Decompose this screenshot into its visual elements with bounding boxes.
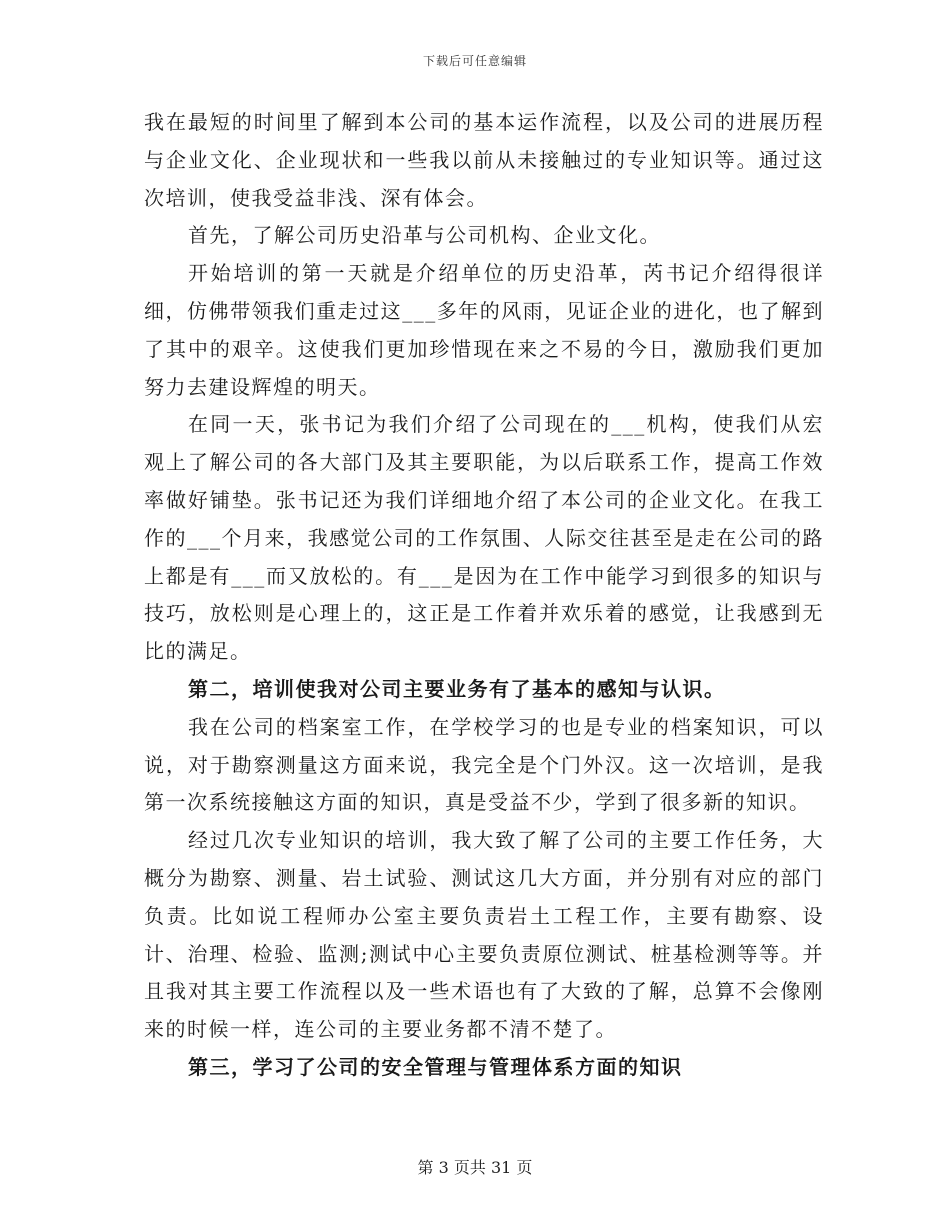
page-number-footer: 第 3 页共 31 页: [417, 1158, 533, 1177]
paragraph-archive-work: 我在公司的档案室工作，在学校学习的也是专业的档案知识，可以说，对于勘察测量这方面来说，我完全是个门外汉。这一次培训，是我第一次系统接触这方面的知识，真是受益不少，学到了很多新的知识。: [144, 714, 824, 815]
paragraph-organization: 在同一天，张书记为我们介绍了公司现在的___机构，使我们从宏观上了解公司的各大部门及其主要职能，为以后联系工作，提高工作效率做好铺垫。张书记还为我们详细地介绍了本公司的企业文化。在我工作的___个月来，我感觉公司的工作氛围、人际交往甚至是走在公司的路上都是有___而又放松的。有___是因为在工作中能学习到很多的知识与技巧，放松则是心理上的，这正是工作着并欢乐着的感觉，让我感到无比的满足。: [144, 412, 824, 664]
paragraph-history: 开始培训的第一天就是介绍单位的历史沿革，芮书记介绍得很详细，仿佛带领我们重走过这___多年的风雨，见证企业的进化，也了解到了其中的艰辛。这使我们更加珍惜现在来之不易的今日，激励我们更加努力去建设辉煌的明天。: [144, 261, 824, 399]
page-header: 下载后可任意编辑: [422, 54, 527, 68]
paragraph-first-point: 首先，了解公司历史沿革与公司机构、企业文化。: [188, 223, 661, 248]
section-heading-third: 第三，学习了公司的安全管理与管理体系方面的知识: [188, 1054, 683, 1079]
paragraph-business: 经过几次专业知识的培训，我大致了解了公司的主要工作任务，大概分为勘察、测量、岩土试验、测试这几大方面，并分别有对应的部门负责。比如说工程师办公室主要负责岩土工程工作，主要有勘察、设计、治理、检验、监测;测试中心主要负责原位测试、桩基检测等等。并且我对其主要工作流程以及一些术语也有了大致的了解，总算不会像刚来的时候一样，连公司的主要业务都不清不楚了。: [144, 828, 824, 1042]
paragraph-intro: 我在最短的时间里了解到本公司的基本运作流程，以及公司的进展历程与企业文化、企业现状和一些我以前从未接触过的专业知识等。通过这次培训，使我受益非浅、深有体会。: [144, 110, 824, 210]
document-body: [144, 104, 824, 1087]
section-heading-second: 第二，培训使我对公司主要业务有了基本的感知与认识。: [188, 676, 726, 701]
